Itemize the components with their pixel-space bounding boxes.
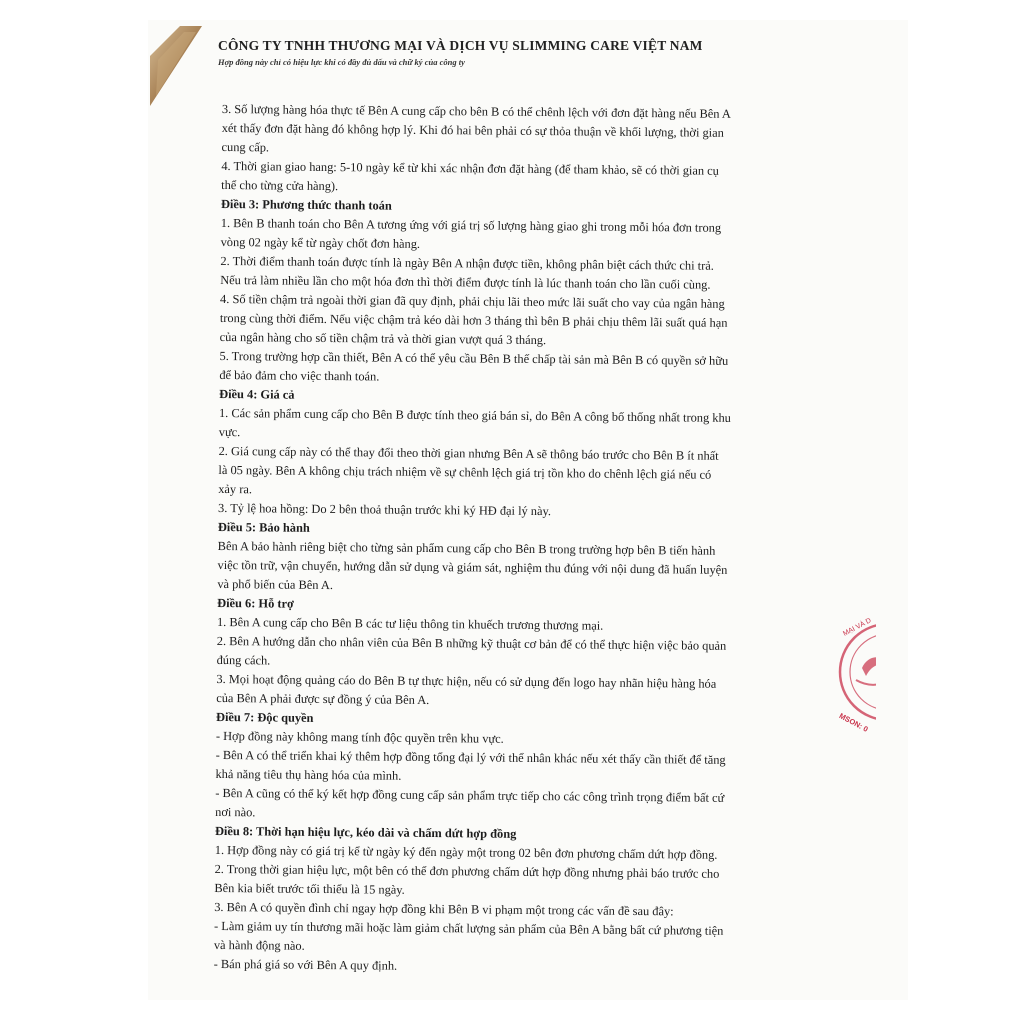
text-line: đúng cách.: [216, 652, 271, 668]
text-line: và hành động nào.: [213, 937, 305, 953]
document-header: [218, 38, 858, 67]
section-heading: Điều 4: Giá cả: [219, 386, 295, 402]
text-line: và phổ biến của Bên A.: [217, 576, 334, 593]
text-line: 1. Hợp đồng này có giá trị kể từ ngày ký đến ngày một trong 02 bên đơn phương chấm dứt hợp đồng.: [214, 842, 718, 862]
text-line: 1. Bên A cung cấp cho Bên B các tư liệu thông tin khuếch trương thương mại.: [216, 614, 604, 633]
text-line: khả năng tiêu thụ hàng hóa của mình.: [215, 766, 402, 783]
company-seal: [836, 610, 876, 750]
text-line: - Bán phá giá so với Bên A quy định.: [213, 956, 398, 973]
text-line: 1. Bên B thanh toán cho Bên A tương ứng với giá trị số lượng hàng giao ghi trong mỗi hóa đơn trong: [220, 215, 722, 235]
text-line: là 05 ngày. Bên A không chịu trách nhiệm về sự chênh lệch giá trị tồn kho do chênh lệch giá nếu có: [218, 462, 712, 482]
text-line: 2. Bên A hướng dẫn cho nhân viên của Bên B những kỹ thuật cơ bản để có thể thực hiện việc bảo quản: [216, 633, 727, 653]
section-heading: Điều 8: Thời hạn hiệu lực, kéo dài và chấm dứt hợp đồng: [214, 823, 517, 841]
contract-body: [214, 100, 802, 980]
text-line: 2. Trong thời gian hiệu lực, một bên có thể đơn phương chấm dứt hợp đồng nhưng phải báo trước cho: [214, 861, 720, 881]
text-line: xảy ra.: [218, 481, 253, 497]
text-line: - Bên A có thể triển khai ký thêm hợp đồng tổng đại lý với thể nhân khác nếu xét thấy cần thiết để tăng: [215, 747, 726, 767]
text-line: 2. Thời điểm thanh toán được tính là ngày Bên A nhận được tiền, không phân biệt cách thức chi trả.: [220, 253, 714, 273]
text-line: vòng 02 ngày kể từ ngày chốt đơn hàng.: [220, 234, 421, 251]
text-line: vực.: [218, 424, 241, 440]
text-line: 4. Thời gian giao hang: 5-10 ngày kể từ khi xác nhận đơn đặt hàng (để tham khảo, sẽ có thời gian cụ: [221, 158, 719, 178]
section-heading: Điều 7: Độc quyền: [216, 709, 314, 725]
section-heading: Điều 3: Phương thức thanh toán: [220, 196, 392, 213]
text-line: việc tồn trữ, vận chuyển, hướng dẫn sử dụng và giám sát, nghiệm thu đúng với nội dung đã huấn luyện: [217, 557, 728, 577]
text-line: 3. Số lượng hàng hóa thực tế Bên A cung cấp cho bên B có thể chênh lệch với đơn đặt hàng nếu Bên A: [221, 101, 731, 121]
company-logo-corner: [150, 26, 202, 106]
seal-text-bottom: MSON: 0: [837, 711, 870, 734]
text-line: của ngân hàng cho số tiền chậm trả và thời gian vượt quá 3 tháng.: [219, 329, 547, 348]
text-line: - Làm giảm uy tín thương mãi hoặc làm giảm chất lượng sản phẩm của Bên A bằng bất cứ phương tiện: [214, 918, 724, 938]
text-line: cung cấp.: [221, 139, 270, 155]
company-name: CÔNG TY TNHH THƯƠNG MẠI VÀ DỊCH VỤ SLIMMING CARE VIỆT NAM: [218, 38, 703, 53]
text-line: thể cho từng cửa hàng).: [221, 177, 339, 194]
validity-note: Hợp đồng này chỉ có hiệu lực khi có đầy đủ dấu và chữ ký của công ty: [218, 57, 465, 67]
text-line: để bảo đảm cho việc thanh toán.: [219, 367, 380, 384]
text-line: Bên kia biết trước tối thiểu là 15 ngày.: [214, 880, 405, 897]
text-line: 3. Tỷ lệ hoa hồng: Do 2 bên thoả thuận trước khi ký HĐ đại lý này.: [218, 500, 552, 519]
seal-text-top: MẠI VÀ D: [842, 617, 873, 638]
section-heading: Điều 5: Bảo hành: [217, 519, 310, 535]
text-line: của Bên A phải được sự đồng ý của Bên A.: [216, 690, 430, 708]
text-line: trong cùng thời điểm. Nếu việc chậm trả kéo dài hơn 3 tháng thì bên B phải chịu thêm lãi suất quá hạn: [219, 310, 728, 330]
text-line: - Bên A cũng có thể ký kết hợp đồng cung cấp sản phẩm trực tiếp cho các công trình trọng điểm bất cứ: [215, 785, 725, 805]
text-line: 3. Bên A có quyền đình chỉ ngay hợp đồng khi Bên B vi phạm một trong các vấn đề sau đây:: [214, 899, 674, 919]
text-line: 3. Mọi hoạt động quảng cáo do Bên B tự thực hiện, nếu có sử dụng đến logo hay nhãn hiệu hàng hóa: [216, 671, 717, 691]
text-line: 1. Các sản phẩm cung cấp cho Bên B được tính theo giá bán sỉ, do Bên A công bố thống nhất trong khu: [218, 405, 731, 425]
text-line: 5. Trong trường hợp cần thiết, Bên A có thể yêu cầu Bên B thế chấp tài sản mà Bên B có quyền sở hữu: [219, 348, 729, 368]
text-line: 4. Số tiền chậm trả ngoài thời gian đã quy định, phải chịu lãi theo mức lãi suất cho vay của ngân hàng: [220, 291, 725, 311]
text-line: Bên A bảo hành riêng biệt cho từng sản phẩm cung cấp cho Bên B trong trường hợp bên B tiến hành: [217, 538, 716, 558]
text-line: xét thấy đơn đặt hàng đó không hợp lý. Khi đó hai bên phải có sự thỏa thuận về khối lượng, thời gian: [221, 120, 724, 140]
text-line: - Hợp đồng này không mang tính độc quyền trên khu vực.: [215, 728, 504, 746]
text-line: 2. Giá cung cấp này có thể thay đổi theo thời gian nhưng Bên A sẽ thông báo trước cho Bên B ít nhất: [218, 443, 719, 463]
text-line: Nếu trả làm nhiều lần cho một hóa đơn thì thời điểm được tính là lúc thanh toán cho lần cuối cùng.: [220, 272, 711, 292]
section-heading: Điều 6: Hỗ trợ: [217, 595, 294, 611]
text-line: nơi nào.: [215, 804, 256, 820]
